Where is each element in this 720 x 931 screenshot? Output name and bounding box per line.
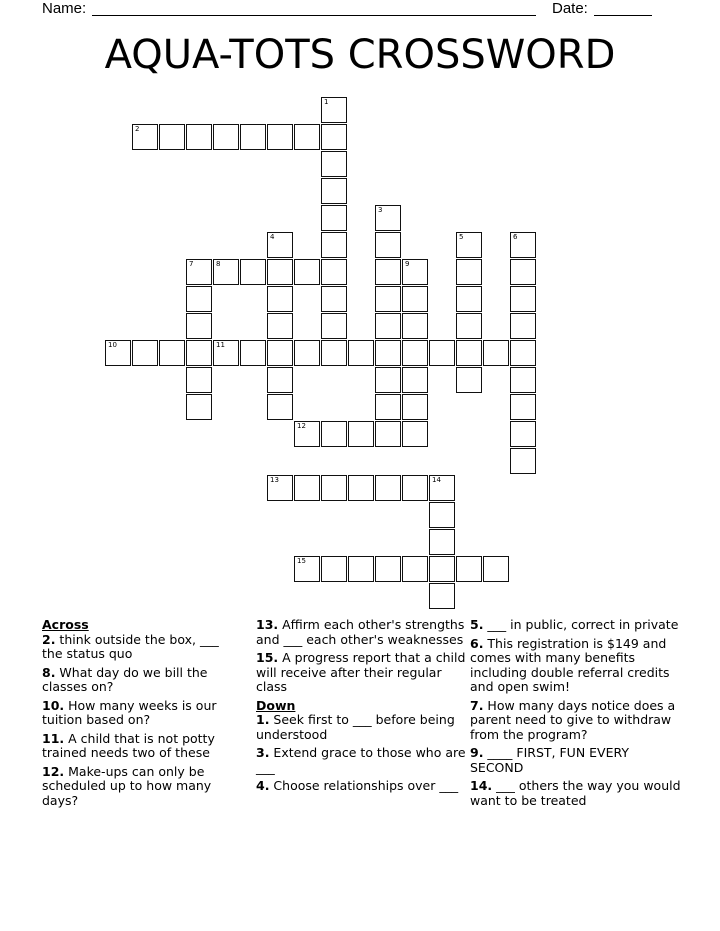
crossword-cell[interactable] <box>429 475 455 501</box>
crossword-cell[interactable] <box>294 340 320 366</box>
crossword-cell[interactable] <box>186 340 212 366</box>
crossword-cell[interactable] <box>321 124 347 150</box>
clue-text: How many days notice does a parent need to give to withdraw from the program? <box>470 697 676 742</box>
crossword-cell[interactable] <box>267 259 293 285</box>
clue-item <box>256 651 466 695</box>
clue-number: 14 <box>432 476 441 484</box>
clue-num: 15. <box>256 650 279 665</box>
crossword-cell[interactable] <box>402 556 428 582</box>
down-heading: Down <box>256 697 296 713</box>
clue-num: 7. <box>470 697 484 713</box>
clue-num: 4. <box>256 778 270 793</box>
clue-item <box>470 618 682 633</box>
crossword-cell[interactable] <box>402 259 428 285</box>
clue-item <box>256 746 466 775</box>
name-label: Name: <box>42 0 87 17</box>
clue-text: Extend grace to those who are ___ <box>256 745 466 775</box>
crossword-cell[interactable] <box>240 340 266 366</box>
crossword-cell[interactable] <box>348 556 374 582</box>
clue-number: 7 <box>189 260 194 268</box>
clue-number: 5 <box>459 233 464 241</box>
crossword-cell[interactable] <box>321 421 347 447</box>
clue-text: A child that is not potty trained needs two of these <box>42 730 215 760</box>
crossword-cell[interactable] <box>267 475 293 501</box>
crossword-cell[interactable] <box>510 313 536 339</box>
crossword-cell[interactable] <box>456 286 482 312</box>
clue-item <box>42 765 242 809</box>
crossword-cell[interactable] <box>456 556 482 582</box>
crossword-cell[interactable] <box>186 367 212 393</box>
crossword-cell[interactable] <box>429 556 455 582</box>
clue-text: A progress report that a child will receive after their regular class <box>256 650 466 694</box>
clue-item <box>42 666 242 695</box>
clue-num: 8. <box>42 664 56 680</box>
crossword-cell[interactable] <box>456 313 482 339</box>
crossword-cell[interactable] <box>510 232 536 258</box>
crossword-cell[interactable] <box>348 475 374 501</box>
clue-number: 2 <box>135 125 140 133</box>
clue-number: 6 <box>513 233 518 241</box>
date-label: Date: <box>552 0 588 17</box>
clue-num: 14. <box>470 778 493 793</box>
crossword-cell[interactable] <box>294 124 320 150</box>
crossword-cell[interactable] <box>105 340 131 366</box>
crossword-cell[interactable] <box>321 232 347 258</box>
clue-text: How many weeks is our tuition based on? <box>42 697 217 727</box>
clue-item <box>256 713 466 742</box>
clue-number: 3 <box>378 206 383 214</box>
crossword-cell[interactable] <box>159 124 185 150</box>
across-heading: Across <box>42 617 89 632</box>
crossword-cell[interactable] <box>402 421 428 447</box>
clue-number: 12 <box>297 422 306 430</box>
crossword-cell[interactable] <box>510 340 536 366</box>
clue-num: 3. <box>256 745 270 760</box>
clues-column-1 <box>42 618 242 812</box>
crossword-cell[interactable] <box>186 259 212 285</box>
clue-num: 1. <box>256 712 270 727</box>
clue-num: 9. <box>470 745 484 760</box>
crossword-cell[interactable] <box>267 286 293 312</box>
crossword-cell[interactable] <box>375 556 401 582</box>
clue-num: 2. <box>42 631 56 647</box>
crossword-cell[interactable] <box>132 124 158 150</box>
crossword-cell[interactable] <box>321 475 347 501</box>
crossword-cell[interactable] <box>456 340 482 366</box>
clue-number: 9 <box>405 260 410 268</box>
crossword-cell[interactable] <box>267 313 293 339</box>
clue-text: think outside the box, ___ the status quo <box>42 631 219 661</box>
crossword-cell[interactable] <box>294 421 320 447</box>
clue-item <box>256 618 466 647</box>
crossword-cell[interactable] <box>267 394 293 420</box>
crossword-cell[interactable] <box>510 286 536 312</box>
crossword-cell[interactable] <box>456 367 482 393</box>
crossword-cell[interactable] <box>267 367 293 393</box>
crossword-cell[interactable] <box>348 421 374 447</box>
crossword-cell[interactable] <box>429 502 455 528</box>
crossword-cell[interactable] <box>348 340 374 366</box>
clue-num: 11. <box>42 730 65 746</box>
clue-text: Choose relationships over ___ <box>269 778 459 793</box>
crossword-cell[interactable] <box>402 313 428 339</box>
clue-text: ____ FIRST, FUN EVERY SECOND <box>470 745 630 775</box>
crossword-cell[interactable] <box>510 367 536 393</box>
crossword-cell[interactable] <box>321 340 347 366</box>
clue-text: ___ others the way you would want to be treated <box>470 778 681 808</box>
crossword-cell[interactable] <box>375 394 401 420</box>
clue-text: What day do we bill the classes on? <box>42 664 208 694</box>
crossword-cell[interactable] <box>240 124 266 150</box>
crossword-cell[interactable] <box>483 556 509 582</box>
crossword-cell[interactable] <box>375 286 401 312</box>
clue-item <box>42 699 242 728</box>
crossword-cell[interactable] <box>483 340 509 366</box>
crossword-cell[interactable] <box>402 394 428 420</box>
clue-number: 1 <box>324 98 329 106</box>
crossword-cell[interactable] <box>510 394 536 420</box>
clue-text: Seek first to ___ before being understood <box>256 712 455 742</box>
crossword-cell[interactable] <box>429 583 455 609</box>
clue-item <box>470 699 682 743</box>
crossword-cell[interactable] <box>402 286 428 312</box>
crossword-cell[interactable] <box>132 340 158 366</box>
crossword-cell[interactable] <box>402 340 428 366</box>
clue-number: 11 <box>216 341 225 349</box>
clue-number: 13 <box>270 476 279 484</box>
crossword-cell[interactable] <box>375 259 401 285</box>
crossword-cell[interactable] <box>456 232 482 258</box>
crossword-cell[interactable] <box>213 340 239 366</box>
clues-column-2 <box>256 618 466 798</box>
crossword-cell[interactable] <box>294 475 320 501</box>
clue-item <box>470 779 682 808</box>
clue-text: Affirm each other's strengths and ___ each other's weaknesses <box>256 617 465 647</box>
crossword-cell[interactable] <box>213 259 239 285</box>
crossword-cell[interactable] <box>321 259 347 285</box>
clue-number: 4 <box>270 233 275 241</box>
crossword-cell[interactable] <box>510 259 536 285</box>
crossword-cell[interactable] <box>240 259 266 285</box>
clues-column-3 <box>470 618 682 812</box>
crossword-cell[interactable] <box>321 205 347 231</box>
clue-num: 6. <box>470 635 484 651</box>
crossword-cell[interactable] <box>267 340 293 366</box>
clue-number: 15 <box>297 557 306 565</box>
crossword-cell[interactable] <box>456 259 482 285</box>
crossword-cell[interactable] <box>429 340 455 366</box>
crossword-cell[interactable] <box>321 97 347 123</box>
crossword-cell[interactable] <box>321 151 347 177</box>
clue-text: ___ in public, correct in private <box>483 617 679 632</box>
crossword-cell[interactable] <box>402 475 428 501</box>
crossword-cell[interactable] <box>321 556 347 582</box>
crossword-cell[interactable] <box>510 448 536 474</box>
crossword-cell[interactable] <box>375 475 401 501</box>
crossword-cell[interactable] <box>186 313 212 339</box>
crossword-cell[interactable] <box>321 313 347 339</box>
crossword-cell[interactable] <box>267 124 293 150</box>
crossword-cell[interactable] <box>186 394 212 420</box>
clue-item <box>470 746 682 775</box>
clue-item <box>42 633 242 662</box>
crossword-cell[interactable] <box>321 178 347 204</box>
clue-item <box>470 637 682 695</box>
clue-num: 13. <box>256 617 279 632</box>
crossword-cell[interactable] <box>159 340 185 366</box>
clue-number: 10 <box>108 341 117 349</box>
page-title: AQUA-TOTS CROSSWORD <box>104 32 616 78</box>
clue-num: 5. <box>470 617 484 632</box>
crossword-cell[interactable] <box>375 232 401 258</box>
clue-num: 10. <box>42 697 65 713</box>
crossword-cell[interactable] <box>375 313 401 339</box>
crossword-cell[interactable] <box>321 286 347 312</box>
crossword-cell[interactable] <box>402 367 428 393</box>
crossword-cell[interactable] <box>375 367 401 393</box>
clue-item <box>42 732 242 761</box>
crossword-cell[interactable] <box>267 232 293 258</box>
crossword-cell[interactable] <box>294 556 320 582</box>
clue-number: 8 <box>216 260 221 268</box>
crossword-cell[interactable] <box>375 340 401 366</box>
crossword-cell[interactable] <box>294 259 320 285</box>
crossword-cell[interactable] <box>186 286 212 312</box>
crossword-cell[interactable] <box>186 124 212 150</box>
crossword-cell[interactable] <box>375 205 401 231</box>
crossword-cell[interactable] <box>429 529 455 555</box>
clue-num: 12. <box>42 763 65 779</box>
clue-item <box>256 779 466 794</box>
clue-text: Make-ups can only be scheduled up to how many days? <box>42 763 212 808</box>
crossword-cell[interactable] <box>510 421 536 447</box>
clue-text: This registration is $149 and comes with many benefits including double referral credits and open swim! <box>470 635 670 694</box>
crossword-cell[interactable] <box>375 421 401 447</box>
crossword-cell[interactable] <box>213 124 239 150</box>
